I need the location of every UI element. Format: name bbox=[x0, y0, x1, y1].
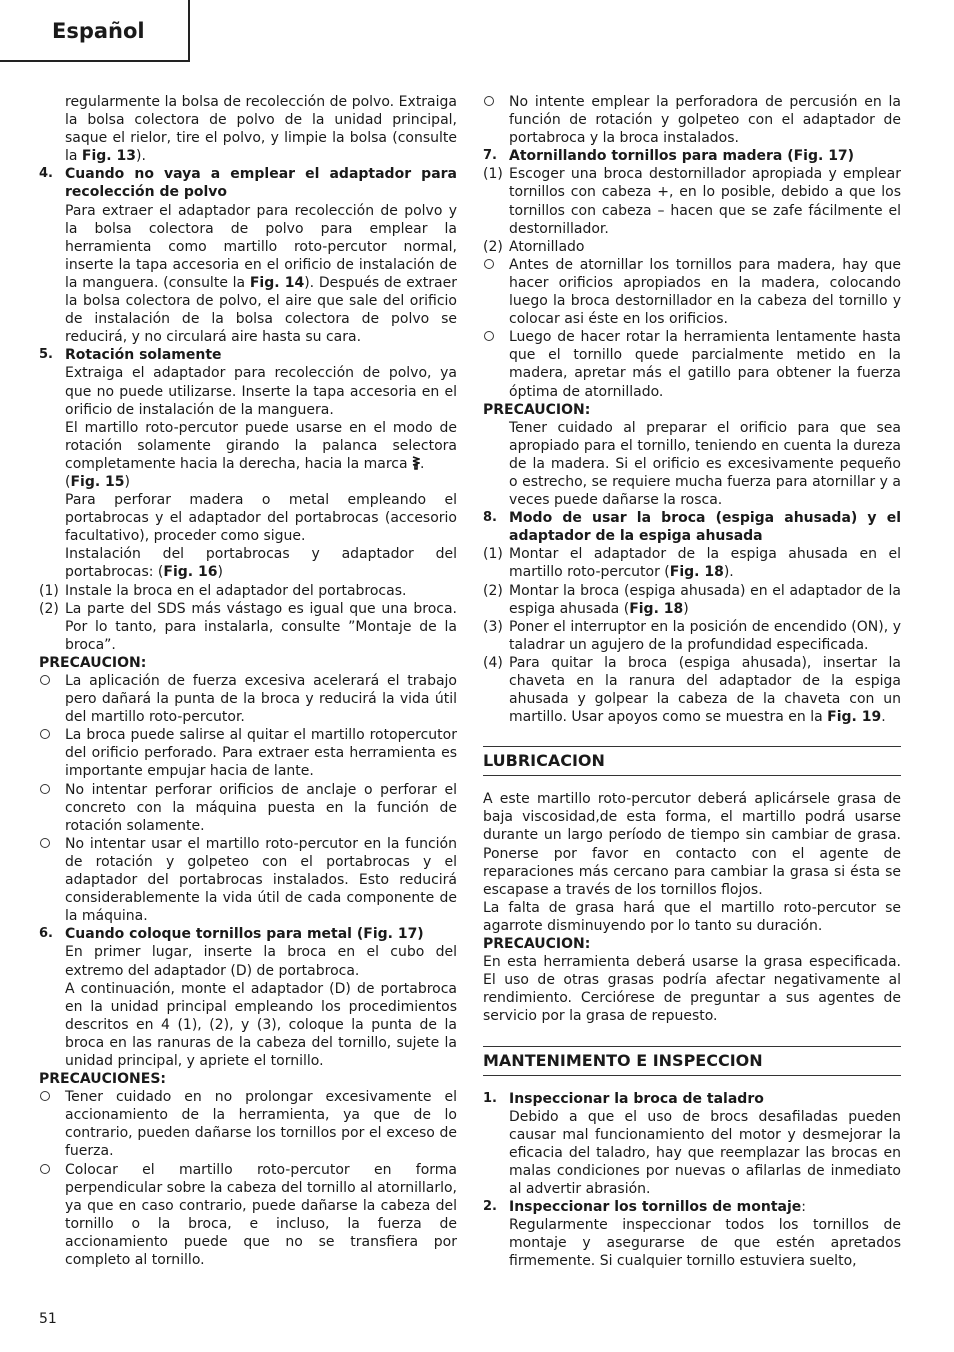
list-item: (2) La parte del SDS más vástago es igual que una broca. Por lo tanto, para instalarla, consulte ”Montaje de la broca”. bbox=[39, 600, 457, 653]
caution-label: PRECAUCION: bbox=[483, 401, 591, 418]
caution-item: La aplicación de fuerza excesiva acelerará el trabajo pero dañará la punta de la broca y reducirá la vida útil del martillo roto-percutor. bbox=[39, 672, 457, 726]
maintenance-item-1-text: Debido a que el uso de brocs desafiladas pueden causar mal funcionamiento del motor y desmejorar la eficacia del taladro, hay que reemplazar las brocas en malas condiciones por nuevas o afilarlas de inmediato al advertir abrasión. bbox=[509, 1108, 901, 1197]
lubrication-heading: LUBRICACION bbox=[483, 746, 901, 776]
item-5-paragraph-1: Extraiga el adaptador para recolección de polvo, ya que no puede utilizarse. Inserte la tapa accesoria en el orificio de instalación de la manguera. bbox=[65, 365, 457, 418]
list-item: (4) Para quitar la broca (espiga ahusada), insertar la chaveta en la ranura del adaptador de la espiga ahusada y golpear la cabeza de la chaveta con un martillo. Usar apoyos como se muestra en la Fig. 19. bbox=[483, 654, 901, 726]
caution-item: Tener cuidado en no prolongar excesivamente el accionamiento de la herramienta, ya que de lo contrario, pueden dañarse los tornillos por el exceso de fuerza. bbox=[39, 1088, 457, 1160]
maintenance-item-2-text: Regularmente inspeccionar todos los tornillos de montaje y asegurarse de que estén apretados firmemente. Si cualquier tornillo estuviera suelto, bbox=[509, 1217, 901, 1270]
drill-rotation-icon bbox=[412, 456, 420, 470]
bullet-circle-icon bbox=[40, 729, 50, 739]
lubrication-paragraph-2: La falta de grasa hará que el martillo roto-percutor se agarrote disminuyendo por lo tanto su duración. bbox=[483, 899, 901, 934]
item-6-heading: 6. Cuando coloque tornillos para metal (Fig. 17) bbox=[39, 926, 424, 943]
caution-label: PRECAUCION: bbox=[39, 654, 147, 671]
item-4-text: Para extraer el adaptador para recolección de polvo y la bolsa colectora de polvo para emplear la herramienta como martillo roto-percutor normal, inserte la tapa accesoria en el orificio de instalación de la manguera. (consulte la Fig. 14). Después de extraer la bolsa colectora de polvo, el aire que sale del orificio de instalación de la bolsa colectora de polvo se reducirá, y no circulará aire hasta su cara. bbox=[65, 202, 457, 346]
caution-label: PRECAUCION: bbox=[483, 936, 591, 953]
bullet-circle-icon bbox=[40, 675, 50, 685]
bullet-circle-icon bbox=[40, 1091, 50, 1101]
maintenance-heading: MANTENIMENTO E INSPECCION bbox=[483, 1046, 901, 1076]
bullet-circle-icon bbox=[484, 259, 494, 269]
bullet-circle-icon bbox=[484, 96, 494, 106]
item-5-paragraph-2: El martillo roto-percutor puede usarse en el modo de rotación solamente girando la palanca selectora completamente hacia la derecha, hacia la marca . (Fig. 15) bbox=[65, 419, 457, 490]
language-label: Español bbox=[52, 19, 145, 43]
page-number: 51 bbox=[39, 1311, 57, 1327]
left-column bbox=[39, 93, 457, 1269]
item-4-heading: 4. Cuando no vaya a emplear el adaptador para recolección de polvo bbox=[39, 166, 457, 201]
item-7-heading: 7. Atornillando tornillos para madera (Fig. 17) bbox=[483, 148, 855, 165]
lubrication-paragraph-1: A este martillo roto-percutor deberá aplicársele grasa de baja viscosidad,de esta forma, el martillo podrá usarse durante un largo período de tiempo sin cambiar de grasa. Ponerse por favor en contacto con el agente de reparaciones más cercano para cambiar la grasa si ésta se escapase a través de los tornillos flojos. bbox=[483, 791, 901, 898]
caution-text: Tener cuidado al preparar el orificio para que sea apropiado para el tornillo, teniendo en cuenta la dureza de la madera. Si el orificio es excesivamente pequeño o estrecho, se requiere mucha fuerza para atornillar y a veces puede dañarse la rosca. bbox=[509, 419, 901, 509]
item-8-heading: 8. Modo de usar la broca (espiga ahusada) y el adaptador de la espiga ahusada bbox=[483, 510, 901, 545]
language-tab bbox=[0, 0, 190, 62]
bullet-item: Luego de hacer rotar la herramienta lentamente hasta que el tornillo quede parcialmente metido en la madera, apretar más el gatillo para obtener la fuerza óptima de atornillado. bbox=[483, 328, 901, 400]
bullet-circle-icon bbox=[484, 331, 494, 341]
lubrication-caution-text: En esta herramienta deberá usarse la grasa especificada. El uso de otras grasas podría afectar negativamente al rendimiento. Cerciórese de preguntar a sus agentes de servicio por la grasa de repuesto. bbox=[483, 954, 901, 1025]
list-item: (1) Escoger una broca destornillador apropiada y emplear tornillos con cabeza +, en lo posible, debido a que los tornillos con cabeza – hacen que se zafe fácilmente el destornillador. bbox=[483, 166, 901, 237]
item-6-paragraph-1: En primer lugar, inserte la broca en el cubo del extremo del adaptador (D) de portabroca. bbox=[65, 944, 457, 979]
bullet-circle-icon bbox=[40, 784, 50, 794]
list-item: (2) Montar la broca (espiga ahusada) en el adaptador de la espiga ahusada (Fig. 18) bbox=[483, 582, 901, 617]
caution-item: No intente emplear la perforadora de percusión en la función de rotación y golpeteo con el adaptador de portabroca y la broca instalados. bbox=[483, 93, 901, 147]
bullet-item: Antes de atornillar los tornillos para madera, hay que hacer orificios apropiados en la madera, colocando luego la broca destornillador en la cabeza del tornillo y colocar asi éste en los orificios. bbox=[483, 256, 901, 328]
right-column bbox=[483, 93, 901, 1270]
caution-item: No intentar usar el martillo roto-percutor en la función de rotación y golpeteo con el portabrocas y el adaptador del portabrocas instalados. Esto reducirá considerablemente la vida útil de cada componente de la máquina. bbox=[39, 835, 457, 925]
list-item: (3) Poner el interruptor en la posición de encendido (ON), y taladrar un agujero de la profundidad especificada. bbox=[483, 618, 901, 653]
caution-item: No intentar perforar orificios de anclaje o perforar el concreto con la máquina puesta en la función de rotación solamente. bbox=[39, 781, 457, 835]
item-6-paragraph-2: A continuación, monte el adaptador (D) de portabroca en la unidad principal empleando los procedimientos descritos en 4 (1), (2), y (3), coloque la punta de la broca en las ranuras de la cabeza del tornillo, sujete la unidad principal, y apriete el tornillo. bbox=[65, 980, 457, 1069]
item-5-paragraph-4: Instalación del portabrocas y adaptador del portabrocas: (Fig. 16) bbox=[65, 546, 457, 581]
bullet-circle-icon bbox=[40, 1164, 50, 1174]
caution-item: Colocar el martillo roto-percutor en forma perpendicular sobre la cabeza del tornillo al atornillarlo, ya que en caso contrario, puede dañarse la cabeza del tornillo o la broca, e incluso, la fuerza de accionamiento puede que no se transfiera por completo al tornillo. bbox=[39, 1161, 457, 1270]
list-item: (2) Atornillado bbox=[483, 238, 585, 255]
cautions-label: PRECAUCIONES: bbox=[39, 1071, 166, 1088]
intro-paragraph: regularmente la bolsa de recolección de polvo. Extraiga la bolsa colectora de polvo de la unidad principal, saque el rielor, tire el polvo, y limpie la bolsa (consulte la Fig. 13). bbox=[65, 94, 457, 165]
list-item: (1) Instale la broca en el adaptador del portabrocas. bbox=[39, 582, 407, 599]
maintenance-item-2-heading: 2. Inspeccionar los tornillos de montaje: bbox=[483, 1199, 806, 1216]
item-5-heading: 5. Rotación solamente bbox=[39, 347, 222, 364]
maintenance-item-1-heading: 1. Inspeccionar la broca de taladro bbox=[483, 1090, 764, 1107]
list-item: (1) Montar el adaptador de la espiga ahusada en el martillo roto-percutor (Fig. 18). bbox=[483, 546, 901, 581]
item-5-paragraph-3: Para perforar madera o metal empleando el portabrocas y el adaptador del portabrocas (accesorio facultativo), proceder como sigue. bbox=[65, 492, 457, 545]
bullet-circle-icon bbox=[40, 838, 50, 848]
caution-item: La broca puede salirse al quitar el martillo rotopercutor del orificio perforado. Para extraer esta herramienta es importante empujar hacia de lante. bbox=[39, 726, 457, 780]
